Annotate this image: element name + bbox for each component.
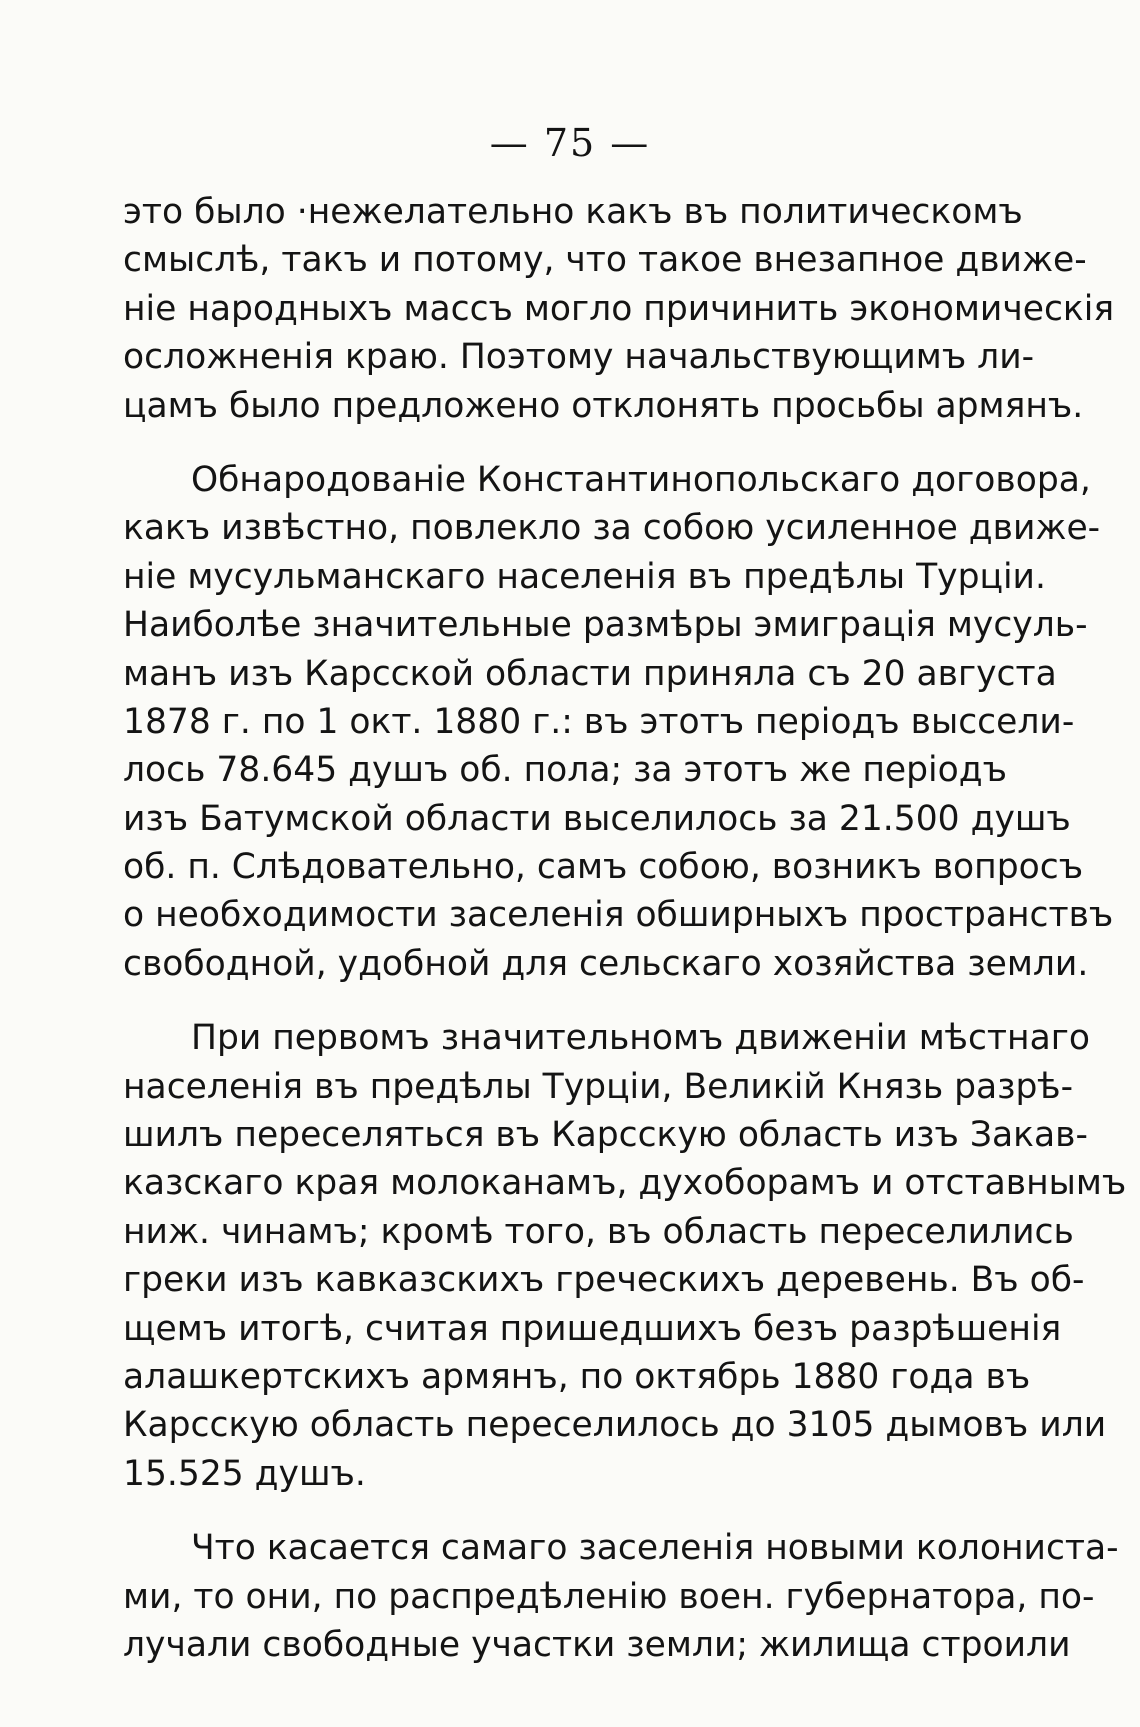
text-line: манъ изъ Карсской области приняла съ 20 августа xyxy=(123,653,1057,694)
text-line: лось 78.645 душъ об. пола; за этотъ же періодъ xyxy=(123,750,1007,791)
paragraph-gap xyxy=(123,430,985,456)
paragraph-4 xyxy=(123,1524,1119,1669)
text-line: об. п. Слѣдовательно, самъ собою, возникъ вопросъ xyxy=(123,847,1084,888)
text-line: какъ извѣстно, повлекло за собою усиленное движе- xyxy=(123,508,1101,549)
text-line: алашкертскихъ армянъ, по октябрь 1880 года въ xyxy=(123,1356,1031,1397)
text-line: ниж. чинамъ; кромѣ того, въ область переселились xyxy=(123,1211,1074,1252)
text-line: смыслѣ, такъ и потому, что такое внезапное движе- xyxy=(123,240,1087,281)
text-line: шилъ переселяться въ Карсскую область изъ Закав- xyxy=(123,1115,1088,1156)
text-line: свободной, удобной для сельскаго хозяйства земли. xyxy=(123,943,1089,984)
text-line: лучали свободные участки земли; жилища строили xyxy=(123,1624,1071,1665)
text-line: это было ·нежелательно какъ въ политическомъ xyxy=(123,192,1023,232)
text-line: Обнародованіе Константинопольскаго договора, xyxy=(191,459,1091,500)
text-line: изъ Батумской области выселилось за 21.500 душъ xyxy=(123,798,1071,839)
text-line: 1878 г. по 1 окт. 1880 г.: въ этотъ періодъ выссели- xyxy=(123,701,1075,742)
page-number: — 75 — xyxy=(489,121,651,165)
text-line: При первомъ значительномъ движеніи мѣстнаго xyxy=(191,1018,1090,1059)
text-line: Наиболѣе значительные размѣры эмиграція мусуль- xyxy=(123,605,1088,646)
text-line: Карсскую область переселилось до 3105 дымовъ или xyxy=(123,1405,1107,1446)
text-line: ніе народныхъ массъ могло причинить экономическія xyxy=(123,288,1115,329)
text-line: ніе мусульманскаго населенія въ предѣлы Турціи. xyxy=(123,556,1046,597)
body-text xyxy=(123,188,1127,1669)
paragraph-2 xyxy=(123,456,1114,988)
text-line: ми, то они, по распредѣленію воен. губернатора, по- xyxy=(123,1576,1095,1617)
paragraph-1 xyxy=(123,188,1115,430)
text-line: 15.525 душъ. xyxy=(123,1453,366,1494)
text-line: Что касается самаго заселенія новыми колониста- xyxy=(191,1528,1119,1569)
text-line: осложненія краю. Поэтому начальствующимъ ли- xyxy=(123,337,1035,378)
text-line: о необходимости заселенія обширныхъ пространствъ xyxy=(123,895,1114,936)
text-line: казскаго края молоканамъ, духоборамъ и отставнымъ xyxy=(123,1163,1127,1204)
text-line: населенія въ предѣлы Турціи, Великій Князь разрѣ- xyxy=(123,1066,1074,1107)
paragraph-gap xyxy=(123,988,985,1014)
paragraph-3 xyxy=(123,1014,1127,1498)
text-line: цамъ было предложено отклонять просьбы армянъ. xyxy=(123,385,1084,426)
paragraph-gap xyxy=(123,1498,985,1524)
text-line: щемъ итогѣ, считая пришедшихъ безъ разрѣшенія xyxy=(123,1308,1062,1349)
text-line: греки изъ кавказскихъ греческихъ деревень. Въ об- xyxy=(123,1260,1085,1301)
